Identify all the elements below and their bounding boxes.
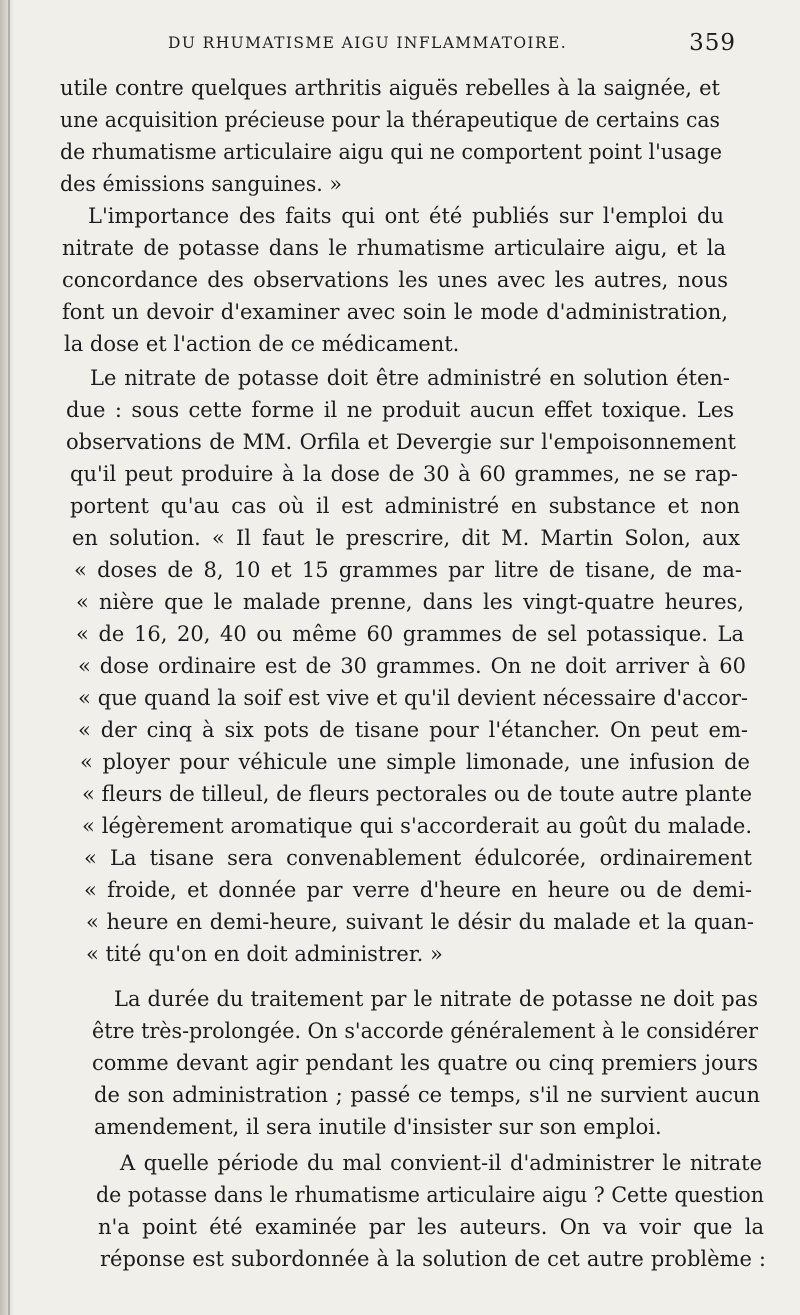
text-line: L'importance des faits qui ont été publiés sur l'emploi du [88, 204, 724, 228]
text-line: de son administration ; passé ce temps, s'il ne survient aucun [94, 1083, 760, 1107]
text-line: en solution. « Il faut le prescrire, dit M. Martin Solon, aux [72, 526, 740, 550]
text-line: « ployer pour véhicule une simple limonade, une infusion de [80, 750, 750, 774]
text-line: « fleurs de tilleul, de fleurs pectorales ou de toute autre plante [82, 782, 753, 806]
text-line: une acquisition précieuse pour la thérapeutique de certains cas [60, 108, 720, 132]
text-line: « dose ordinaire est de 30 grammes. On ne doit arriver à 60 [78, 654, 746, 678]
text-line: amendement, il sera inutile d'insister sur son emploi. [94, 1115, 662, 1139]
text-line: être très-prolongée. On s'accorde généralement à le considérer [92, 1019, 758, 1043]
text-line: de potasse dans le rhumatisme articulaire aigu ? Cette question [96, 1183, 765, 1207]
text-line: A quelle période du mal convient-il d'administrer le nitrate [120, 1151, 762, 1175]
binding-edge-line [8, 0, 10, 1315]
text-line: « nière que le malade prenne, dans les vingt-quatre heures, [76, 590, 744, 614]
text-line: nitrate de potasse dans le rhumatisme articulaire aigu, et la [62, 236, 726, 260]
text-line: « heure en demi-heure, suivant le désir du malade et la quan- [86, 910, 754, 934]
text-line: portent qu'au cas où il est administré en substance et non [70, 494, 740, 518]
text-line: font un devoir d'examiner avec soin le mode d'administration, [62, 300, 728, 324]
running-title: DU RHUMATISME AIGU INFLAMMATOIRE. [168, 34, 568, 52]
text-line: qu'il peut produire à la dose de 30 à 60 grammes, ne se rap- [70, 462, 738, 486]
text-line: due : sous cette forme il ne produit aucun effet toxique. Les [66, 398, 734, 422]
text-line: n'a point été examinée par les auteurs. On va voir que la [98, 1215, 764, 1239]
text-line: La durée du traitement par le nitrate de potasse ne doit pas [114, 987, 758, 1011]
text-line: la dose et l'action de ce médicament. [64, 332, 460, 356]
binding-gutter [0, 0, 14, 1315]
text-line: comme devant agir pendant les quatre ou cinq premiers jours [92, 1051, 758, 1075]
text-line: « froide, et donnée par verre d'heure en heure ou de demi- [84, 878, 752, 902]
text-line: « doses de 8, 10 et 15 grammes par litre de tisane, de ma- [74, 558, 742, 582]
text-line: de rhumatisme articulaire aigu qui ne comportent point l'usage [60, 140, 722, 164]
text-line: « que quand la soif est vive et qu'il devient nécessaire d'accor- [78, 686, 748, 710]
text-line: concordance des observations les unes avec les autres, nous [62, 268, 728, 292]
text-line: « La tisane sera convenablement édulcorée, ordinairement [84, 846, 752, 870]
text-line: « de 16, 20, 40 ou même 60 grammes de sel potassique. La [76, 622, 744, 646]
text-line: « légèrement aromatique qui s'accorderait au goût du malade. [82, 814, 752, 838]
page-number: 359 [689, 30, 736, 56]
text-line: « tité qu'on en doit administrer. » [86, 942, 443, 966]
text-line: Le nitrate de potasse doit être administré en solution éten- [90, 366, 730, 390]
running-header [60, 30, 760, 60]
text-line: « der cinq à six pots de tisane pour l'étancher. On peut em- [78, 718, 748, 742]
text-line: des émissions sanguines. » [60, 172, 342, 196]
text-line: observations de MM. Orfila et Devergie sur l'empoisonnement [66, 430, 736, 454]
text-line: réponse est subordonnée à la solution de cet autre problème : [100, 1247, 766, 1271]
text-line: utile contre quelques arthritis aiguës rebelles à la saignée, et [60, 76, 720, 100]
